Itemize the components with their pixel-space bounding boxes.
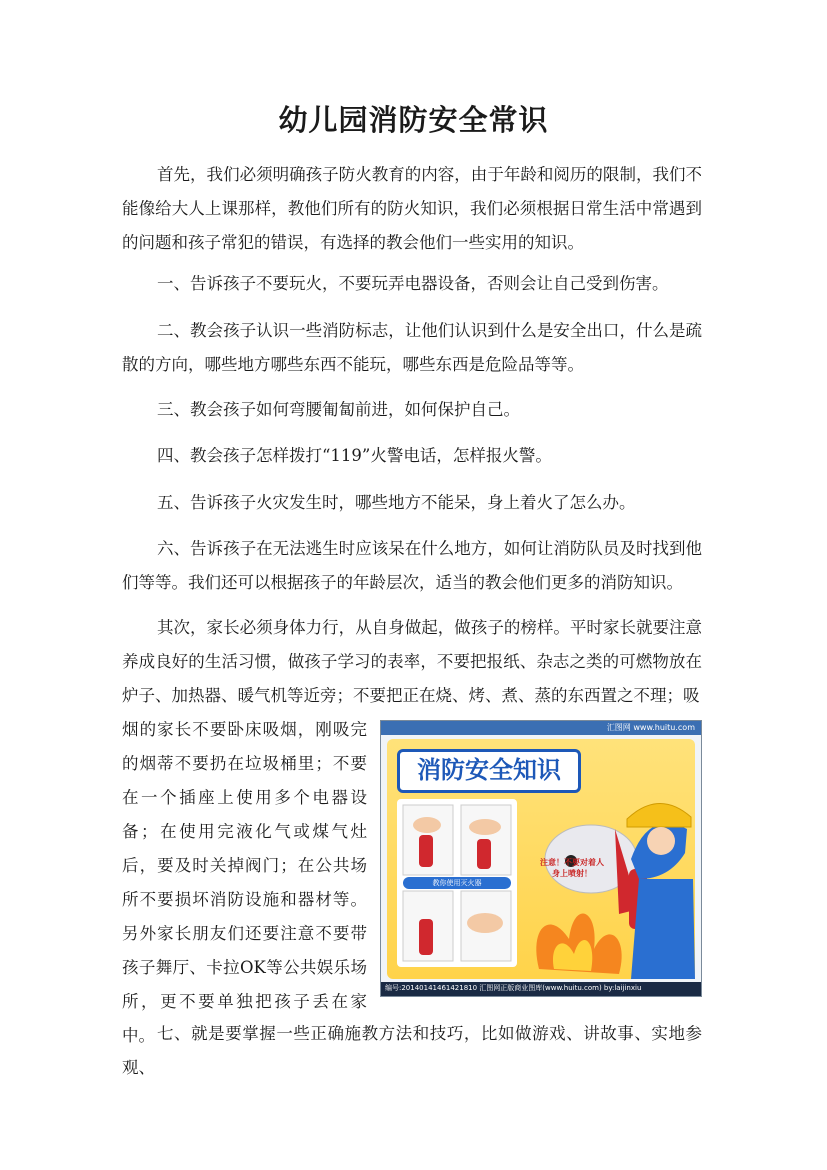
fire-safety-poster-image bbox=[380, 720, 702, 997]
poster-title-box bbox=[397, 749, 581, 793]
poster-site-watermark: 汇图网 www.huitu.com bbox=[606, 723, 695, 732]
poster-warning-text: 注意！不要对着人身上喷射！ bbox=[540, 858, 604, 878]
point-five-paragraph: 五、告诉孩子火灾发生时，哪些地方不能呆，身上着火了怎么办。 bbox=[157, 493, 636, 512]
extinguisher-label-badge bbox=[403, 877, 511, 889]
poster-footer-caption: 编号:20140141461421810 汇图网正版商业图库(www.huitu.com) by:laijinxiu bbox=[385, 984, 642, 992]
poster-footer-bar bbox=[381, 982, 701, 996]
point-three-paragraph: 三、教会孩子如何弯腰匍匐前进，如何保护自己。 bbox=[157, 400, 520, 419]
point-four-paragraph: 四、教会孩子怎样拨打“119”火警电话，怎样报火警。 bbox=[157, 446, 552, 465]
document-title: 幼儿园消防安全常识 bbox=[278, 103, 549, 137]
poster-body bbox=[387, 739, 695, 979]
firefighter-cartoon-icon bbox=[519, 789, 695, 979]
extinguisher-steps-panel bbox=[397, 799, 517, 967]
parent-example-paragraph: 其次，家长必须身体力行，从自身做起，做孩子的榜样。平时家长就要注意养成良好的生活习惯，做孩子学习的表率，不要把报纸、杂志之类的可燃物放在炉子、加热器、暖气机等近旁；不要把正在烧、烤、煮、蒸的东西置之不理；吸 bbox=[122, 618, 702, 705]
point-six-paragraph: 六、告诉孩子在无法逃生时应该呆在什么地方，如何让消防队员及时找到他们等等。我们还可以根据孩子的年龄层次，适当的教会他们更多的消防知识。 bbox=[122, 539, 702, 592]
extinguisher-label: 教你使用灭火器 bbox=[432, 879, 482, 887]
poster-header-bar bbox=[381, 721, 701, 735]
parent-example-wrap-paragraph: 烟的家长不要卧床吸烟，刚吸完的烟蒂不要扔在垃圾桶里；不要在一个插座上使用多个电器设备；在使用完液化气或煤气灶后，要及时关掉阀门；在公共场所不要损坏消防设施和器材等。另外家长朋友们还要注意不要带孩子舞厅、卡拉OK等公共娱乐场所，更不要单独把孩子丢在家中。 bbox=[122, 720, 367, 1045]
point-one-paragraph: 一、告诉孩子不要玩火，不要玩弄电器设备，否则会让自己受到伤害。 bbox=[157, 274, 669, 293]
point-two-paragraph: 二、教会孩子认识一些消防标志，让他们认识到什么是安全出口，什么是疏散的方向，哪些地方哪些东西不能玩，哪些东西是危险品等等。 bbox=[122, 321, 702, 374]
intro-paragraph: 首先，我们必须明确孩子防火教育的内容，由于年龄和阅历的限制，我们不能像给大人上课那样，教他们所有的防火知识，我们必须根据日常生活中常遇到的问题和孩子常犯的错误，有选择的教会他们一些实用的知识。 bbox=[122, 165, 702, 252]
point-seven-paragraph: 七、就是要掌握一些正确施教方法和技巧，比如做游戏、讲故事、实地参观、 bbox=[122, 1024, 702, 1077]
poster-title: 消防安全知识 bbox=[417, 756, 561, 784]
